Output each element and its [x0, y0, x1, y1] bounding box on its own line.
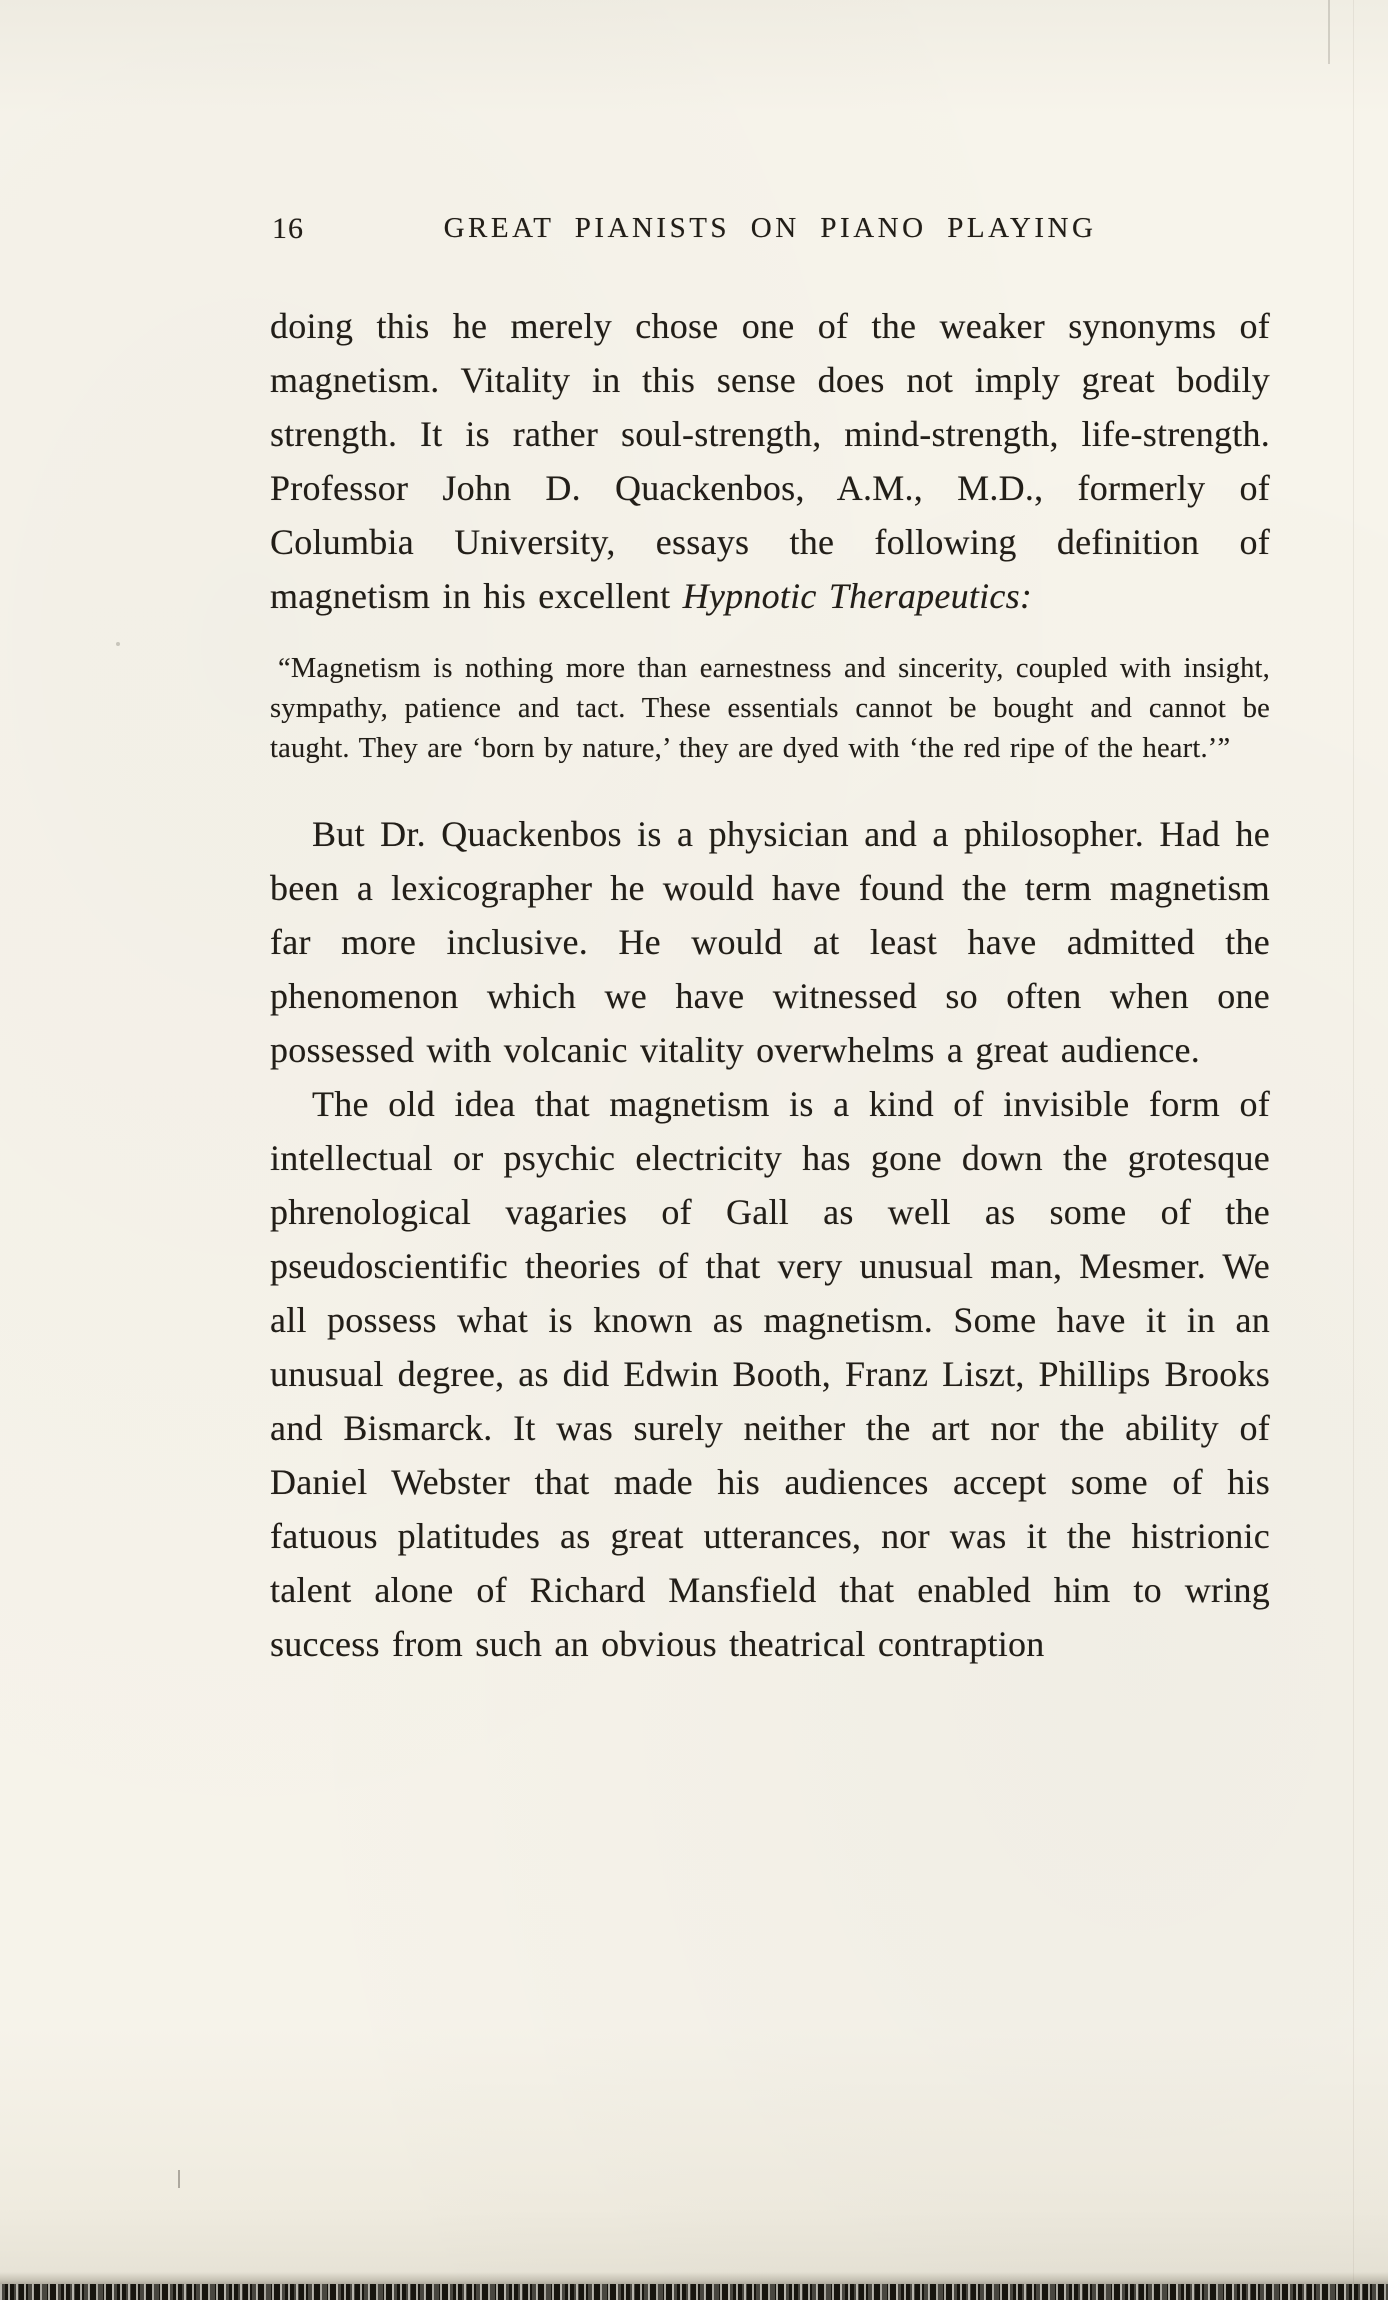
paragraph: The old idea that magnetism is a kind of invisible form of intellectual or psychic electricity has gone down the grotesque phrenological vagaries of Gall as well as some of the pseudoscientific theories of that very unusual man, Mesmer. We all possess what is known as magnetism. Some have it in an unusual degree, as did Edwin Booth, Franz Liszt, Phillips Brooks and Bismarck. It was surely neither the art nor the ability of Daniel Webster that made his audiences accept some of his fatuous platitudes as great utterances, nor was it the histrionic talent alone of Richard Mansfield that enabled him to wring success from such an obvious theatrical contraption [270, 1084, 1270, 1664]
paragraph-continuation [270, 299, 1270, 623]
block-quote: “Magnetism is nothing more than earnestness and sincerity, coupled with insight, sympathy, patience and tact. These essentials cannot be bought and cannot be taught. They are ‘born by nature,’ they are dyed with ‘the red ripe of the heart.’” [270, 653, 1270, 764]
scan-artifact-gutter-line [1353, 0, 1354, 2300]
scan-artifact-top-right-mark [1328, 0, 1330, 64]
running-head [270, 212, 1270, 245]
paragraph: But Dr. Quackenbos is a physician and a philosopher. Had he been a lexicographer he would have found the term magnetism far more inclusive. He would at least have admitted the phenomenon which we have witnessed so often when one possessed with volcanic vitality overwhelms a great audience. [270, 814, 1270, 1070]
text-block [270, 212, 1270, 1671]
page-number: 16 [272, 212, 304, 245]
scan-artifact-margin-tick [178, 2170, 180, 2188]
paragraph-text: doing this he merely chose one of the weaker synonyms of magnetism. Vitality in this sense does not imply great bodily strength. It is rather soul-strength, mind-strength, life-strength. Professor John D. Quackenbos, A.M., M.D., formerly of Columbia University, essays the following definition of magnetism in his excellent [270, 306, 1270, 616]
scan-artifact-speck [116, 642, 120, 646]
running-title: GREAT PIANISTS ON PIANO PLAYING [443, 212, 1097, 244]
book-title-italic: Hypnotic Therapeutics: [682, 576, 1033, 616]
scan-artifact-bottom-black-band [0, 2284, 1388, 2300]
